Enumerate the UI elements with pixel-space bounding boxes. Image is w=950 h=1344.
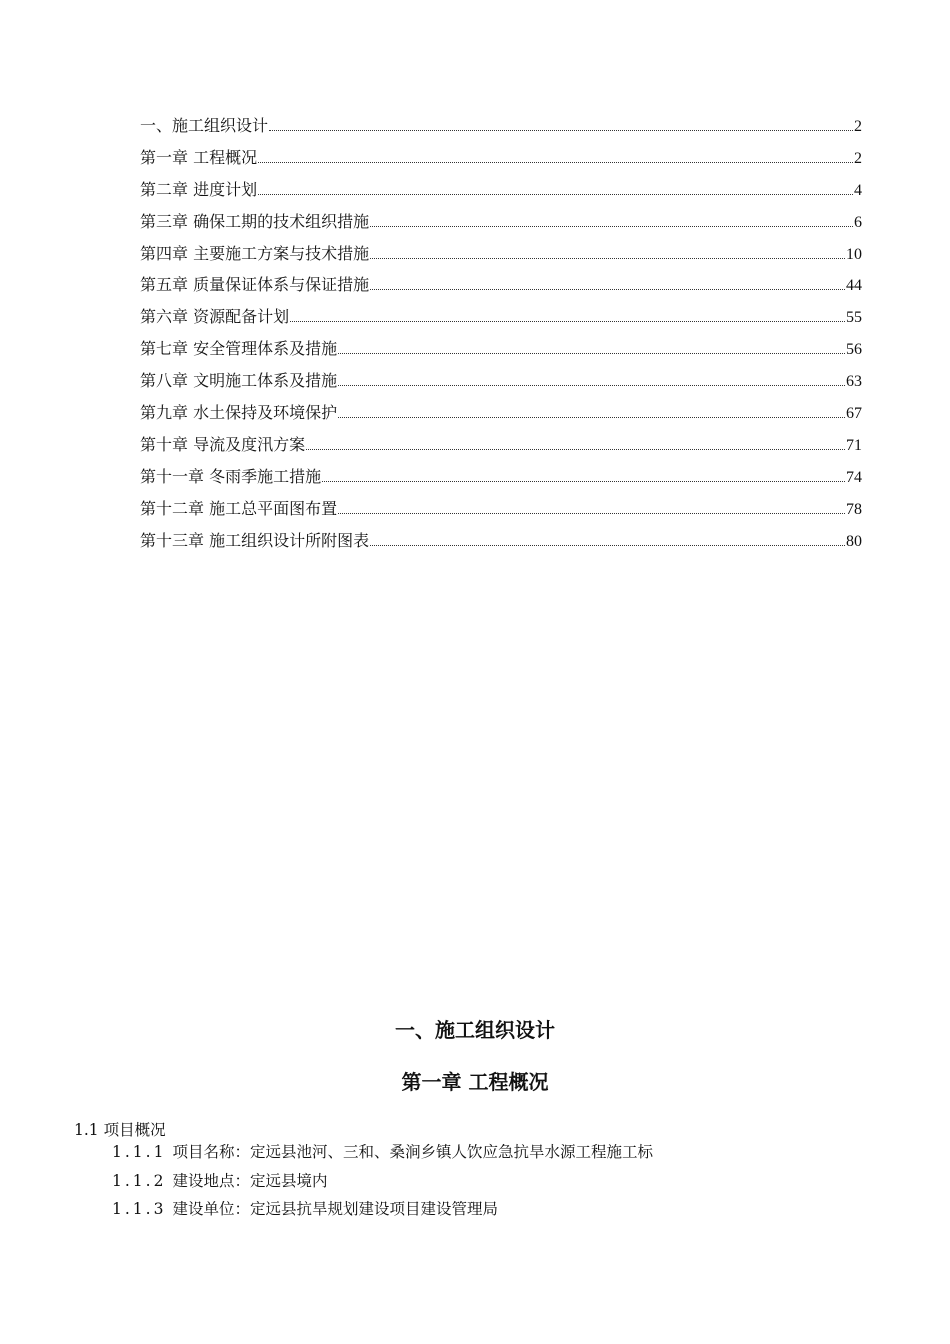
section-heading: 1.1 项目概况 xyxy=(74,1121,166,1139)
toc-page-number: 55 xyxy=(846,309,862,327)
item-text: 建设单位：定远县抗旱规划建设项目建设管理局 xyxy=(172,1200,498,1218)
toc-entry[interactable] xyxy=(140,112,862,144)
list-item xyxy=(112,1167,892,1196)
toc-entry[interactable] xyxy=(140,335,862,367)
toc-page-number: 2 xyxy=(854,118,862,135)
toc-dot-leader xyxy=(338,385,845,386)
toc-page-number: 63 xyxy=(846,373,862,391)
item-text: 建设地点：定远县境内 xyxy=(172,1171,328,1190)
toc-dot-leader xyxy=(258,194,853,195)
toc-entry[interactable] xyxy=(140,367,862,399)
toc-page-number: 74 xyxy=(846,468,862,486)
toc-dot-leader xyxy=(338,417,845,418)
list-item xyxy=(112,1195,892,1224)
toc-entry[interactable] xyxy=(140,527,862,559)
toc-entry[interactable] xyxy=(140,431,862,463)
toc-entry-label: 第十章 导流及度汛方案 xyxy=(140,434,306,454)
toc-entry-label: 第六章 资源配备计划 xyxy=(140,307,290,327)
chapter-heading: 第一章 工程概况 xyxy=(401,1070,549,1094)
toc-dot-leader xyxy=(338,353,845,354)
item-number: 1.1.1 xyxy=(112,1143,167,1161)
toc-page-number: 2 xyxy=(854,149,862,167)
toc-entry-label: 第八章 文明施工体系及措施 xyxy=(140,371,338,391)
toc-entry-label: 第十一章 冬雨季施工措施 xyxy=(140,466,322,486)
toc-dot-leader xyxy=(370,289,845,290)
toc-page-number: 78 xyxy=(846,500,862,518)
toc-entry[interactable] xyxy=(140,208,862,240)
toc-entry[interactable] xyxy=(140,240,862,272)
toc-entry[interactable] xyxy=(140,463,862,495)
toc-entry-label: 第五章 质量保证体系与保证措施 xyxy=(140,275,370,295)
toc-dot-leader xyxy=(322,481,845,482)
toc-page-number: 44 xyxy=(846,277,862,295)
toc-page-number: 56 xyxy=(846,341,862,359)
toc-entry-label: 第二章 进度计划 xyxy=(140,179,258,199)
toc-dot-leader xyxy=(258,162,853,163)
toc-entry[interactable] xyxy=(140,399,862,431)
toc-dot-leader xyxy=(290,321,845,322)
toc-page-number: 71 xyxy=(846,436,862,454)
toc-entry-label: 第三章 确保工期的技术组织措施 xyxy=(140,211,370,231)
toc-entry[interactable] xyxy=(140,495,862,527)
toc-entry-label: 一、施工组织设计 xyxy=(140,116,269,135)
toc-dot-leader xyxy=(338,513,845,514)
toc-dot-leader xyxy=(306,449,845,450)
item-text: 项目名称：定远县池河、三和、桑涧乡镇人饮应急抗旱水源工程施工标 xyxy=(172,1143,653,1161)
toc-dot-leader xyxy=(370,226,853,227)
toc-dot-leader xyxy=(370,258,845,259)
toc-page-number: 4 xyxy=(854,181,862,199)
project-info-list xyxy=(112,1138,892,1224)
part-heading: 一、施工组织设计 xyxy=(395,1018,555,1042)
toc-entry-label: 第十三章 施工组织设计所附图表 xyxy=(140,530,370,550)
list-item xyxy=(112,1138,892,1167)
toc-entry-label: 第十二章 施工总平面图布置 xyxy=(140,498,338,518)
table-of-contents xyxy=(140,112,862,558)
toc-page-number: 80 xyxy=(846,532,862,550)
toc-page-number: 67 xyxy=(846,405,862,423)
toc-entry-label: 第九章 水土保持及环境保护 xyxy=(140,403,338,423)
toc-entry[interactable] xyxy=(140,271,862,303)
toc-entry-label: 第四章 主要施工方案与技术措施 xyxy=(140,243,370,263)
toc-page-number: 10 xyxy=(846,245,862,263)
toc-page-number: 6 xyxy=(854,213,862,231)
toc-entry[interactable] xyxy=(140,144,862,176)
item-number: 1.1.3 xyxy=(112,1200,167,1218)
toc-entry[interactable] xyxy=(140,303,862,335)
toc-entry[interactable] xyxy=(140,176,862,208)
toc-entry-label: 第一章 工程概况 xyxy=(140,147,258,167)
toc-dot-leader xyxy=(269,130,853,131)
item-number: 1.1.2 xyxy=(112,1171,167,1190)
toc-dot-leader xyxy=(370,545,845,546)
toc-entry-label: 第七章 安全管理体系及措施 xyxy=(140,339,338,359)
